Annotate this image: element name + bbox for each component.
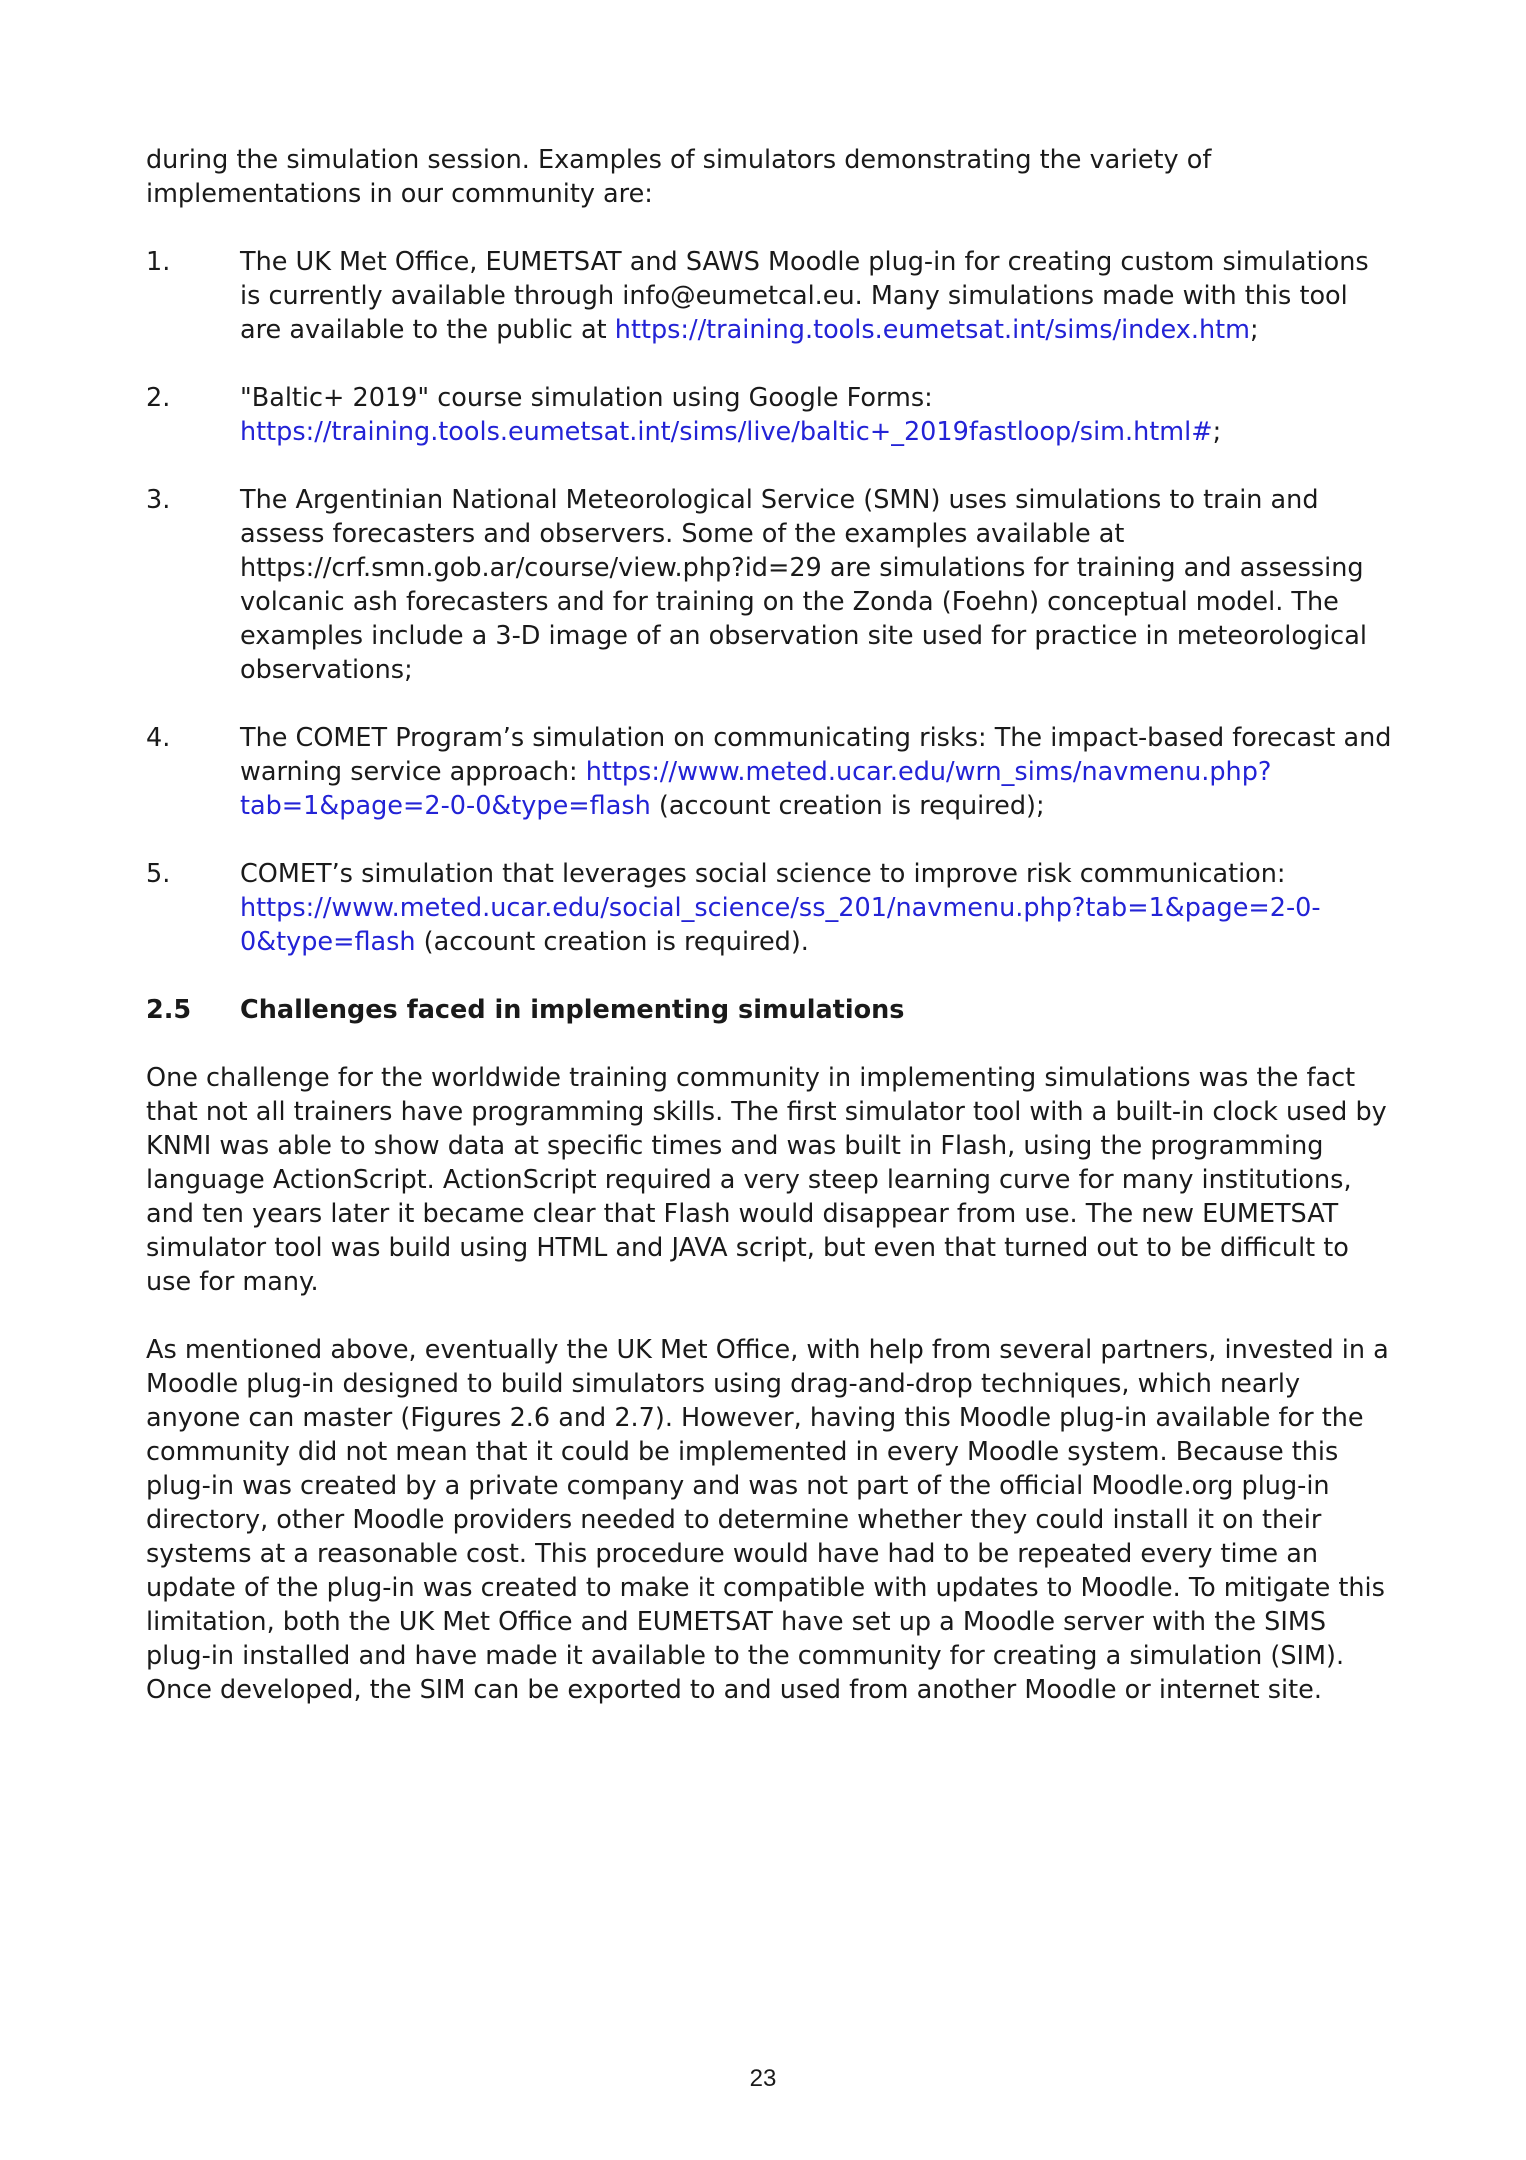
list-item-text	[240, 721, 1396, 823]
list-item	[146, 721, 1396, 823]
list-item-text	[240, 381, 1396, 449]
list-number: 5.	[146, 859, 171, 889]
intro-line-1: during the simulation session. Examples of simulators demonstrating the variety of	[146, 145, 1212, 175]
list-item-text-part: The UK Met Office, EUMETSAT and SAWS Moodle plug-in for creating custom simulations is currently available through info@eumetcal.eu. Many simulations made with this tool are available to the public at	[240, 247, 1369, 345]
baltic-sim-link[interactable]: https://training.tools.eumetsat.int/sims/live/baltic+_2019fastloop/sim.html#	[240, 417, 1213, 447]
intro-paragraph	[146, 143, 1396, 211]
list-number: 4.	[146, 723, 171, 753]
list-item-text	[240, 857, 1396, 959]
list-item	[146, 483, 1396, 687]
list-item-text-part: The COMET Program’s simulation on communicating risks: The impact-based forecast and warning service approach:	[240, 723, 1392, 787]
body-paragraph: One challenge for the worldwide training community in implementing simulations was the fact that not all trainers have programming skills. The first simulator tool with a built-in clock used by KNMI was able to show data at specific times and was built in Flash, using the programming language ActionScript. ActionScript required a very steep learning curve for many institutions, and ten years later it became clear that Flash would disappear from use. The new EUMETSAT simulator tool was build using HTML and JAVA script, but even that turned out to be difficult to use for many.	[146, 1063, 1387, 1297]
list-item-text: The Argentinian National Meteorological Service (SMN) uses simulations to train and assess forecasters and observers. Some of the examples available at https://crf.smn.gob.ar/course/view.php?id=29 are simulations for training and assessing volcanic ash forecasters and for training on the Zonda (Foehn) conceptual model. The examples include a 3-D image of an observation site used for practice in meteorological observations;	[240, 485, 1367, 685]
section-number: 2.5	[146, 995, 192, 1025]
list-item-text-end: ;	[1249, 315, 1259, 345]
body-paragraph: As mentioned above, eventually the UK Met Office, with help from several partners, invested in a Moodle plug-in designed to build simulators using drag-and-drop techniques, which nearly anyone can master (Figures 2.6 and 2.7). However, having this Moodle plug-in available for the community did not mean that it could be implemented in every Moodle system. Because this plug-in was created by a private company and was not part of the official Moodle.org plug-in directory, other Moodle providers needed to determine whether they could install it on their systems at a reasonable cost. This procedure would have had to be repeated every time an update of the plug-in was created to make it compatible with updates to Moodle. To mitigate this limitation, both the UK Met Office and EUMETSAT have set up a Moodle server with the SIMS plug-in installed and have made it available to the community for creating a simulation (SIM). Once developed, the SIM can be exported to and used from another Moodle or internet site.	[146, 1335, 1389, 1705]
list-item-text	[240, 245, 1396, 347]
comet-social-science-link[interactable]: https://www.meted.ucar.edu/social_science/ss_201/navmenu.php?tab=1&page=2-0-0&type=flash	[240, 893, 1321, 957]
section-title: Challenges faced in implementing simulations	[240, 995, 905, 1025]
list-item-text-part: "Baltic+ 2019" course simulation using Google Forms:	[240, 383, 933, 413]
list-item	[146, 245, 1396, 347]
sims-index-link[interactable]: https://training.tools.eumetsat.int/sims/index.htm	[614, 315, 1250, 345]
list-item-text-end: (account creation is required).	[415, 927, 809, 957]
list-number: 3.	[146, 485, 171, 515]
document-page	[146, 143, 1396, 1741]
intro-line-2: implementations in our community are:	[146, 179, 653, 209]
section-heading	[146, 993, 1396, 1027]
list-number: 2.	[146, 383, 171, 413]
list-item-text-end: ;	[1212, 417, 1222, 447]
list-item-text-end: (account creation is required);	[650, 791, 1045, 821]
comet-risk-link[interactable]: https://www.meted.ucar.edu/wrn_sims/navmenu.php?tab=1&page=2-0-0&type=flash	[240, 757, 1272, 821]
list-item	[146, 857, 1396, 959]
page-number: 23	[749, 2065, 777, 2092]
list-number: 1.	[146, 247, 171, 277]
list-item	[146, 381, 1396, 449]
list-item-text-part: COMET’s simulation that leverages social science to improve risk communication:	[240, 859, 1286, 889]
